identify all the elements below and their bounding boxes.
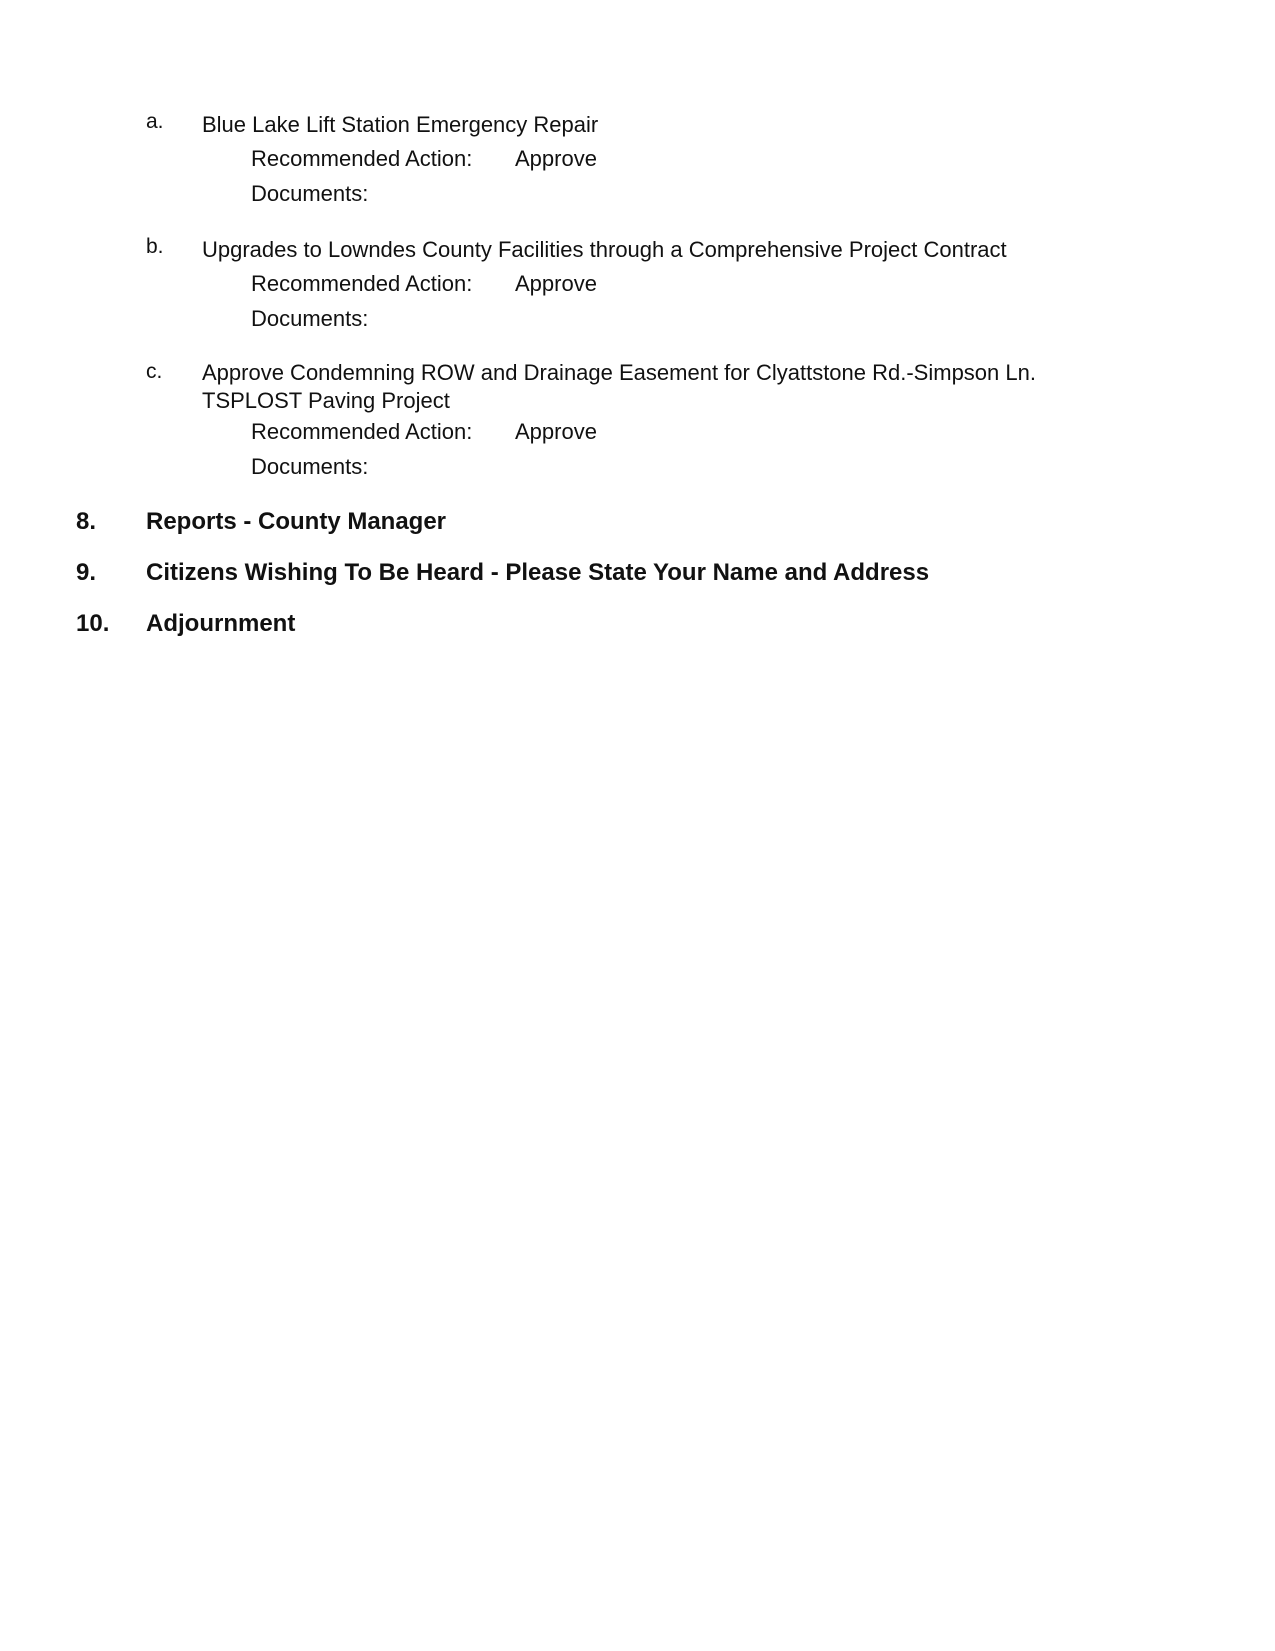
agenda-item-title: Citizens Wishing To Be Heard - Please State Your Name and Address	[146, 559, 930, 586]
subitem-letter: b.	[146, 235, 164, 258]
recommended-action-label: Recommended Action:	[251, 419, 473, 444]
agenda-item-number: 10.	[76, 610, 110, 637]
documents-label: Documents:	[251, 306, 369, 331]
recommended-action-value: Approve	[515, 419, 597, 444]
recommended-action-label: Recommended Action:	[251, 146, 473, 171]
recommended-action-value: Approve	[515, 271, 597, 296]
subitem-title: Blue Lake Lift Station Emergency Repair	[202, 112, 599, 137]
agenda-item-title: Adjournment	[146, 610, 296, 637]
subitem-title-continued: TSPLOST Paving Project	[202, 388, 450, 413]
documents-label: Documents:	[251, 181, 369, 206]
documents-label: Documents:	[251, 454, 369, 479]
subitem-title: Upgrades to Lowndes County Facilities through a Comprehensive Project Contract	[202, 237, 1007, 262]
agenda-item-number: 9.	[76, 559, 97, 586]
agenda-item-number: 8.	[76, 508, 97, 535]
agenda-item-title: Reports - County Manager	[146, 508, 447, 535]
subitem-letter: c.	[146, 360, 163, 383]
recommended-action-value: Approve	[515, 146, 597, 171]
recommended-action-label: Recommended Action:	[251, 271, 473, 296]
subitem-title: Approve Condemning ROW and Drainage Easement for Clyattstone Rd.-Simpson Ln.	[202, 360, 1036, 385]
subitem-letter: a.	[146, 110, 164, 133]
